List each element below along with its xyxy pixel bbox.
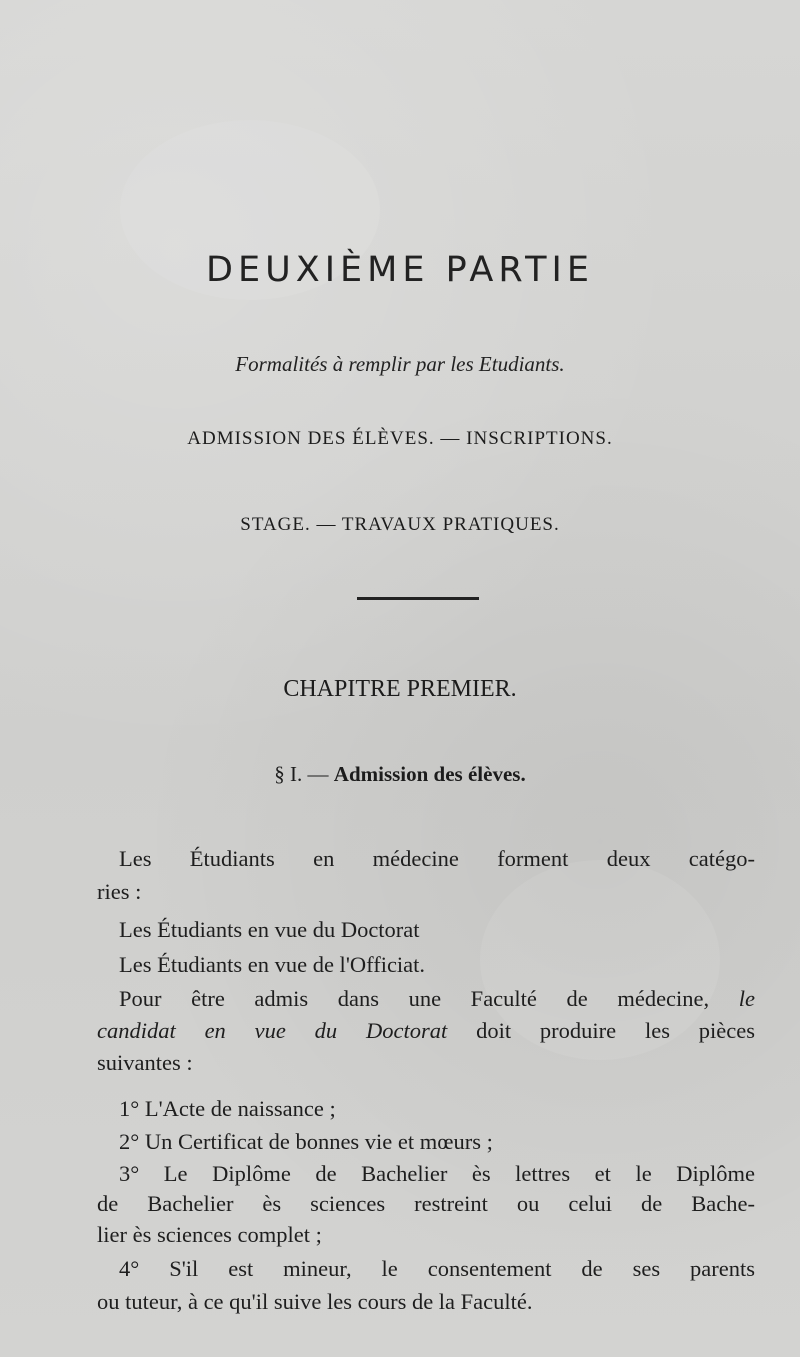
text-run-italic: le xyxy=(738,986,755,1011)
text-line: Les Étudiants en médecine forment deux catégo- xyxy=(119,846,755,871)
text-line xyxy=(119,986,755,1012)
list-item: 2° Un Certificat de bonnes vie et mœurs ; xyxy=(119,1129,493,1154)
part-heading-line-2: STAGE. — TRAVAUX PRATIQUES. xyxy=(240,514,560,535)
text-line: suivantes : xyxy=(97,1050,193,1075)
text-line: Les Étudiants en vue de l'Officiat. xyxy=(119,952,426,977)
list-item: 3° Le Diplôme de Bachelier ès lettres et le Diplôme xyxy=(119,1161,755,1186)
list-item: 4° S'il est mineur, le consentement de ses parents xyxy=(119,1256,755,1281)
text-line: ou tuteur, à ce qu'il suive les cours de la Faculté. xyxy=(97,1289,533,1314)
text-line: Les Étudiants en vue du Doctorat xyxy=(119,917,420,942)
text-run: doit produire les pièces xyxy=(447,1018,755,1043)
text-line: ries : xyxy=(97,879,142,904)
part-heading-line-1: ADMISSION DES ÉLÈVES. — INSCRIPTIONS. xyxy=(187,428,613,449)
section-number: § I. — xyxy=(274,762,334,786)
part-subtitle: Formalités à remplir par les Etudiants. xyxy=(235,352,565,376)
part-title: DEUXIÈME PARTIE xyxy=(206,250,594,290)
text-line: de Bachelier ès sciences restreint ou celui de Bache- xyxy=(97,1191,755,1216)
text-run-italic: candidat en vue du Doctorat xyxy=(97,1018,448,1043)
text-line: lier ès sciences complet ; xyxy=(97,1222,322,1247)
text-run: Pour être admis dans une Faculté de médecine, xyxy=(119,986,739,1011)
chapter-title: CHAPITRE PREMIER. xyxy=(283,676,517,702)
text-line xyxy=(97,1018,755,1044)
section-title: Admission des élèves. xyxy=(333,762,526,786)
separator-rule xyxy=(357,597,479,600)
list-item: 1° L'Acte de naissance ; xyxy=(119,1096,336,1121)
section-heading xyxy=(0,762,800,787)
